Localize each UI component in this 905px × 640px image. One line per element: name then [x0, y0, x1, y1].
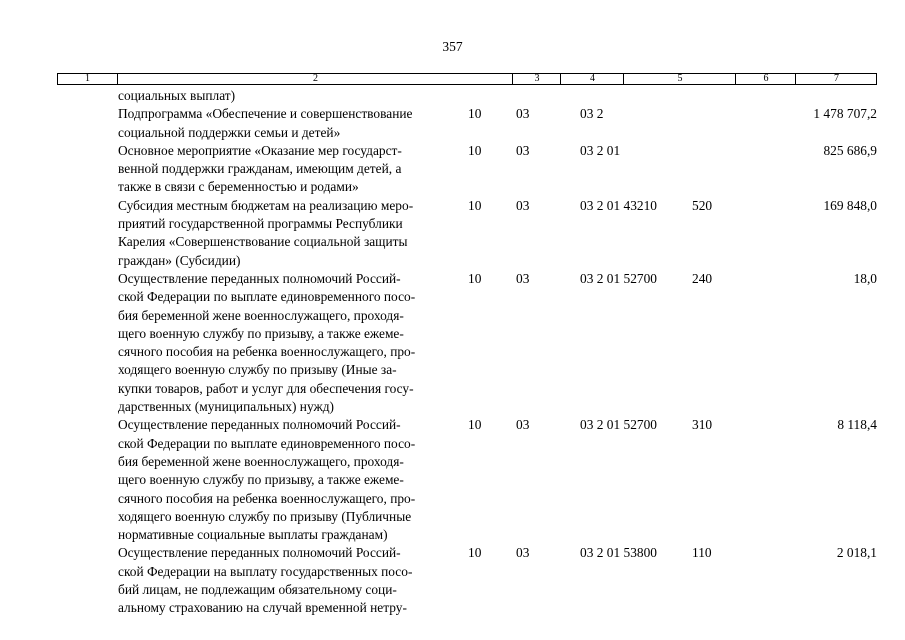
row-description	[118, 544, 458, 617]
header-col-3: 3	[512, 74, 561, 84]
description-line: дарственных (муниципальных) нужд)	[118, 399, 334, 415]
table-row	[0, 544, 905, 617]
target-article-code: 03 2 01	[580, 142, 621, 158]
row-description	[118, 416, 458, 544]
subsection-code: 03	[516, 417, 530, 433]
expense-type-code: 240	[692, 270, 713, 286]
table-row	[0, 270, 905, 416]
description-line: социальных выплат)	[118, 88, 236, 103]
description-line: бия беременной жене военнослужащего, проходя-	[118, 453, 404, 469]
header-col-5: 5	[623, 74, 736, 84]
page-number: 357	[442, 39, 463, 54]
row-description	[118, 197, 458, 270]
description-line: Основное мероприятие «Оказание мер государст-	[118, 142, 402, 158]
subsection-code: 03	[516, 142, 530, 158]
table-row	[0, 105, 905, 142]
description-line: Осуществление переданных полномочий Россий-	[118, 270, 401, 286]
target-article-code: 03 2 01 43210	[580, 197, 657, 213]
subsection-code: 03	[516, 545, 530, 561]
expense-type-code: 110	[692, 545, 712, 561]
header-col-6: 6	[735, 74, 796, 84]
description-line: щего военную службу по призыву, а также ежеме-	[118, 325, 404, 341]
row-description	[118, 270, 458, 416]
description-line: сячного пособия на ребенка военнослужащего, про-	[118, 490, 416, 506]
description-line: также в связи с беременностью и родами»	[118, 179, 359, 195]
amount: 825 686,9	[823, 142, 877, 158]
section-code: 10	[468, 545, 482, 561]
description-line: бий лицам, не подлежащим обязательному соци-	[118, 582, 397, 598]
amount: 1 478 707,2	[813, 106, 877, 122]
description-line: сячного пособия на ребенка военнослужащего, про-	[118, 344, 416, 360]
subsection-code: 03	[516, 270, 530, 286]
table-body	[0, 87, 905, 618]
expense-type-code: 310	[692, 417, 713, 433]
description-line: ходящего военную службу по призыву (Иные за-	[118, 362, 397, 378]
table-row	[0, 197, 905, 270]
section-code: 10	[468, 270, 482, 286]
table-row	[0, 142, 905, 197]
row-description	[118, 87, 458, 105]
description-line: приятий государственной программы Республики	[118, 216, 403, 232]
subsection-code: 03	[516, 106, 530, 122]
amount: 2 018,1	[836, 545, 877, 561]
description-line: бия беременной жене военнослужащего, проходя-	[118, 307, 404, 323]
section-code: 10	[468, 417, 482, 433]
description-line: Подпрограмма «Обеспечение и совершенствование	[118, 106, 413, 122]
description-line: граждан» (Субсидии)	[118, 252, 241, 268]
row-description	[118, 105, 458, 142]
target-article-code: 03 2 01 52700	[580, 270, 657, 286]
table-row	[0, 87, 905, 105]
header-col-7: 7	[795, 74, 877, 84]
description-line: ской Федерации по выплате единовременного посо-	[118, 435, 416, 451]
section-code: 10	[468, 197, 482, 213]
description-line: щего военную службу по призыву, а также ежеме-	[118, 472, 404, 488]
description-line: Осуществление переданных полномочий Россий-	[118, 545, 401, 561]
description-line: Карелия «Совершенствование социальной защиты	[118, 234, 408, 250]
section-code: 10	[468, 142, 482, 158]
description-line: венной поддержки гражданам, имеющим детей, а	[118, 161, 402, 177]
table-row	[0, 416, 905, 544]
row-description	[118, 142, 458, 197]
description-line: нормативные социальные выплаты гражданам)	[118, 527, 388, 543]
target-article-code: 03 2	[580, 106, 604, 122]
header-col-1: 1	[85, 73, 90, 84]
description-line: альному страхованию на случай временной нетру-	[118, 600, 407, 616]
amount: 169 848,0	[823, 197, 877, 213]
target-article-code: 03 2 01 52700	[580, 417, 657, 433]
description-line: ской Федерации на выплату государственных посо-	[118, 563, 413, 579]
description-line: ской Федерации по выплате единовременного посо-	[118, 289, 416, 305]
amount: 8 118,4	[837, 417, 877, 433]
section-code: 10	[468, 106, 482, 122]
description-line: Субсидия местным бюджетам на реализацию меро-	[118, 197, 414, 213]
description-line: социальной поддержки семьи и детей»	[118, 124, 341, 140]
amount: 18,0	[853, 270, 877, 286]
description-line: Осуществление переданных полномочий Россий-	[118, 417, 401, 433]
description-line: ходящего военную службу по призыву (Публичные	[118, 508, 412, 524]
table-header	[57, 73, 877, 85]
header-col-4: 4	[560, 74, 624, 84]
description-line: купки товаров, работ и услуг для обеспечения госу-	[118, 380, 414, 396]
header-col-2: 2	[117, 74, 513, 84]
target-article-code: 03 2 01 53800	[580, 545, 657, 561]
subsection-code: 03	[516, 197, 530, 213]
expense-type-code: 520	[692, 197, 713, 213]
